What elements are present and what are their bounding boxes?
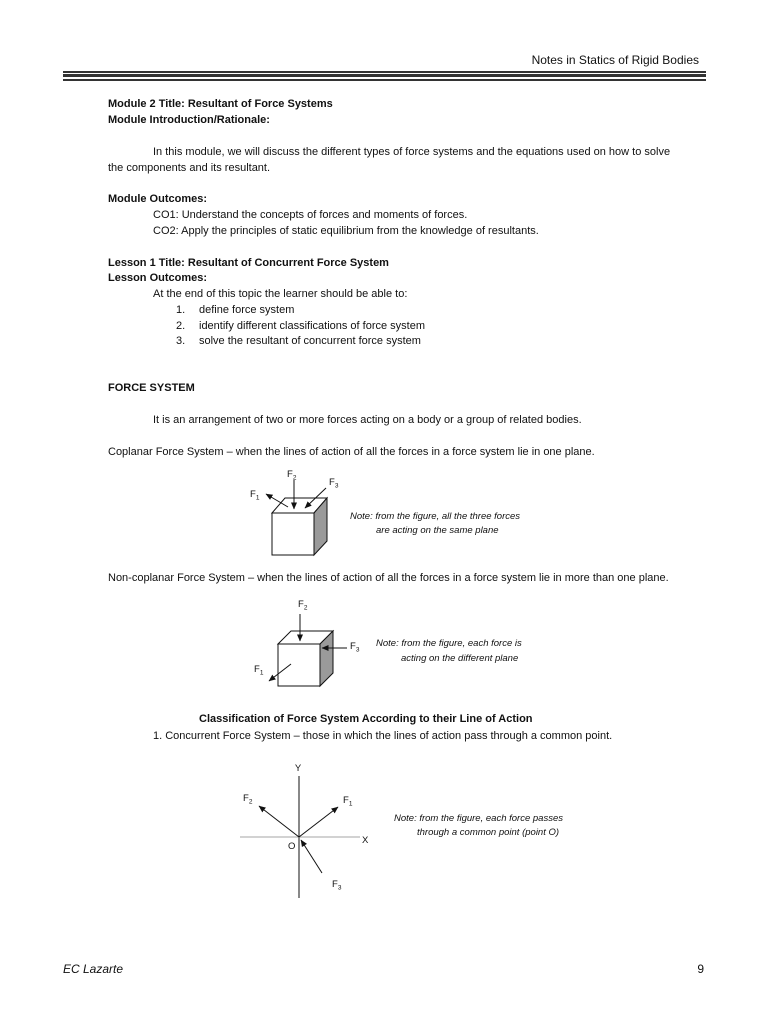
force-symbol: F bbox=[343, 795, 349, 806]
force-arrow-f2 bbox=[259, 806, 299, 837]
force-subscript: 2 bbox=[303, 604, 308, 612]
lesson-outcomes-heading: Lesson Outcomes: bbox=[108, 272, 208, 284]
force-subscript: 2 bbox=[248, 798, 253, 806]
classification-heading: Classification of Force System According to their Line of Action bbox=[199, 713, 533, 725]
concurrent-note-line: through a common point (point O) bbox=[417, 827, 560, 838]
module-outcome-item: CO2: Apply the principles of static equilibrium from the knowledge of resultants. bbox=[153, 225, 539, 237]
force-symbol: F bbox=[254, 664, 260, 675]
force-label-f3 bbox=[332, 879, 342, 892]
header-rule-thick bbox=[63, 74, 706, 77]
force-symbol: F bbox=[287, 469, 293, 480]
lesson-outcome-number: 1. bbox=[176, 304, 186, 316]
cube-front-face bbox=[272, 513, 314, 555]
lesson-outcome-text: solve the resultant of concurrent force system bbox=[199, 335, 421, 347]
module-title: Module 2 Title: Resultant of Force Systems bbox=[108, 98, 333, 110]
force-symbol: F bbox=[329, 477, 335, 488]
force-subscript: 3 bbox=[334, 482, 339, 490]
classification-item: 1. Concurrent Force System – those in which the lines of action pass through a common point. bbox=[153, 730, 613, 742]
force-label-f1 bbox=[250, 489, 260, 502]
force-subscript: 3 bbox=[355, 646, 360, 654]
force-arrow-f3 bbox=[301, 840, 322, 873]
footer-author: EC Lazarte bbox=[63, 962, 124, 976]
module-intro-heading: Module Introduction/Rationale: bbox=[108, 114, 270, 126]
non-coplanar-definition: Non-coplanar Force System – when the lines of action of all the forces in a force system lie in more than one plane. bbox=[108, 572, 669, 584]
non-coplanar-figure bbox=[240, 592, 370, 696]
lesson-title: Lesson 1 Title: Resultant of Concurrent Force System bbox=[108, 257, 389, 269]
y-axis-label: Y bbox=[294, 763, 302, 774]
force-label-f3 bbox=[350, 641, 360, 654]
concurrent-note-line: Note: from the figure, each force passes bbox=[394, 813, 563, 824]
module-outcome-item: CO1: Understand the concepts of forces and moments of forces. bbox=[153, 209, 468, 221]
module-intro-line: the components and its resultant. bbox=[108, 162, 271, 174]
force-label-f1 bbox=[254, 664, 264, 677]
lesson-outcome-text: identify different classifications of force system bbox=[199, 320, 426, 332]
lesson-outcome-text: define force system bbox=[199, 304, 295, 316]
force-subscript: 1 bbox=[255, 494, 260, 502]
coplanar-figure bbox=[240, 462, 345, 562]
force-symbol: F bbox=[250, 489, 256, 500]
lesson-outcome-number: 3. bbox=[176, 335, 186, 347]
page-number: 9 bbox=[697, 962, 704, 976]
module-outcomes-heading: Module Outcomes: bbox=[108, 193, 208, 205]
origin-label: O bbox=[288, 841, 296, 852]
header-rule-top bbox=[63, 71, 706, 73]
non-coplanar-note-line: Note: from the figure, each force is bbox=[376, 638, 522, 649]
lesson-outcome-number: 2. bbox=[176, 320, 186, 332]
force-symbol: F bbox=[298, 599, 304, 610]
force-subscript: 3 bbox=[337, 884, 342, 892]
force-system-definition: It is an arrangement of two or more forces acting on a body or a group of related bodies. bbox=[153, 414, 582, 426]
force-label-f2 bbox=[298, 599, 308, 612]
cube bbox=[272, 498, 327, 555]
cube-front-face bbox=[278, 644, 320, 686]
force-symbol: F bbox=[350, 641, 356, 652]
x-axis-label: X bbox=[362, 835, 369, 846]
header-rule-bottom bbox=[63, 79, 706, 81]
force-symbol: F bbox=[243, 793, 249, 804]
force-label-f3 bbox=[329, 477, 339, 490]
force-arrow-f1 bbox=[299, 807, 338, 837]
concurrent-figure bbox=[230, 760, 380, 905]
force-system-heading: FORCE SYSTEM bbox=[108, 382, 195, 394]
non-coplanar-note-line: acting on the different plane bbox=[401, 653, 519, 664]
force-label-f2 bbox=[287, 469, 297, 482]
coplanar-definition: Coplanar Force System – when the lines of action of all the forces in a force system lie in one plane. bbox=[108, 446, 595, 458]
cube bbox=[278, 631, 333, 686]
module-intro-line: In this module, we will discuss the different types of force systems and the equations used on how to solve bbox=[153, 146, 671, 158]
force-subscript: 1 bbox=[259, 669, 264, 677]
force-label-f1 bbox=[343, 795, 353, 808]
coplanar-note-line: are acting on the same plane bbox=[376, 525, 499, 536]
running-header: Notes in Statics of Rigid Bodies bbox=[531, 53, 699, 67]
force-subscript: 2 bbox=[292, 474, 297, 482]
lesson-outcomes-intro: At the end of this topic the learner should be able to: bbox=[153, 288, 408, 300]
force-label-f2 bbox=[243, 793, 253, 806]
coplanar-note-line: Note: from the figure, all the three forces bbox=[350, 511, 521, 522]
force-symbol: F bbox=[332, 879, 338, 890]
force-subscript: 1 bbox=[348, 800, 353, 808]
